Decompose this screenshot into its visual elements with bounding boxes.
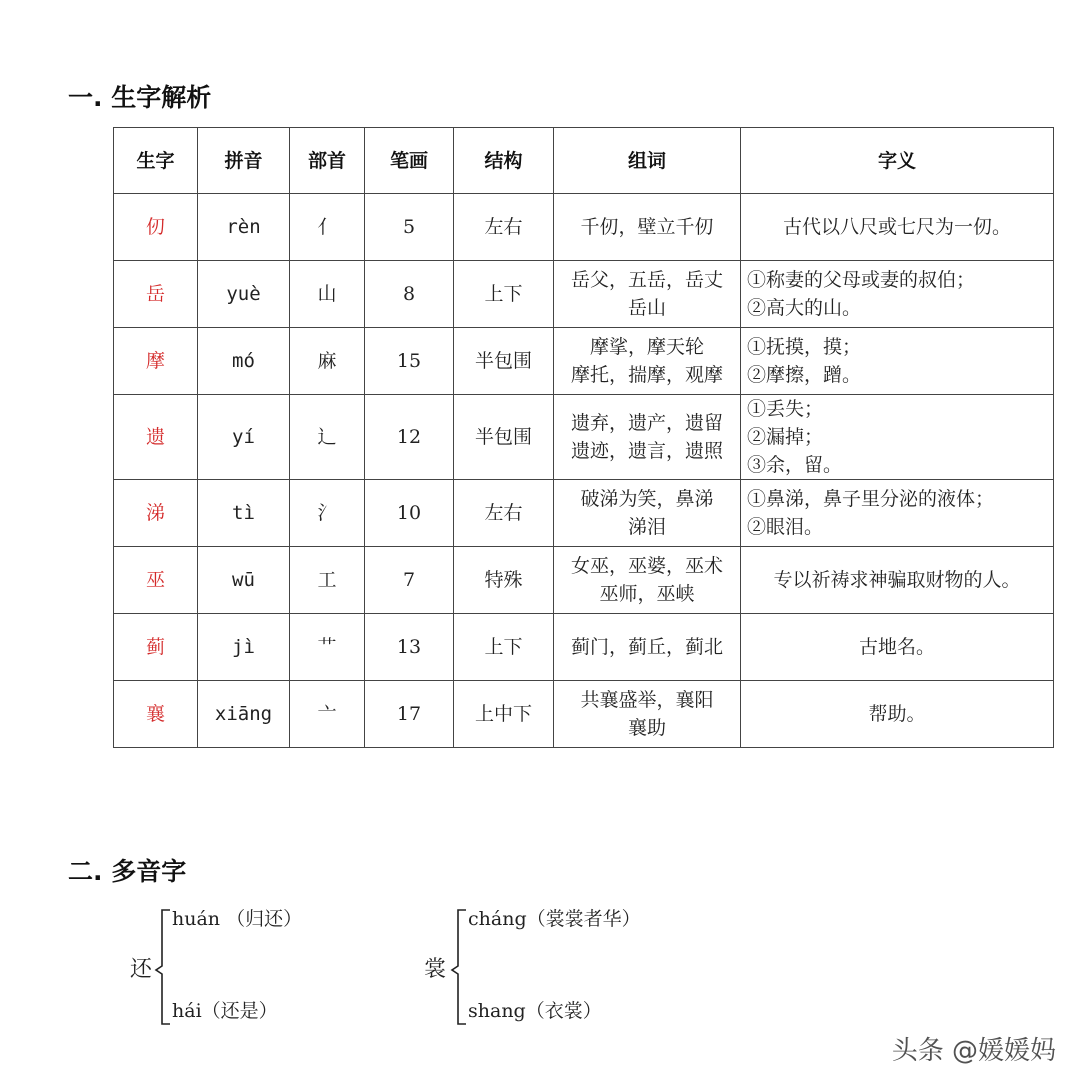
words-line: 女巫，巫婆，巫术 <box>570 555 723 577</box>
cell-char: 涕 <box>114 480 198 547</box>
meaning-line: 专以祈祷求神骗取财物的人。 <box>773 569 1021 591</box>
cell-strokes: 8 <box>365 261 454 328</box>
table-row <box>114 395 1054 480</box>
cell-words <box>554 547 741 614</box>
cell-meaning <box>741 261 1054 328</box>
section-title-polyphones: 二. 多音字 <box>68 857 187 886</box>
cell-strokes: 15 <box>365 328 454 395</box>
cell-words <box>554 614 741 681</box>
meaning-line: 古代以八尺或七尺为一仞。 <box>782 216 1011 238</box>
cell-strokes: 17 <box>365 681 454 748</box>
cell-words <box>554 261 741 328</box>
cell-words <box>554 328 741 395</box>
cell-structure: 左右 <box>454 194 554 261</box>
cell-structure: 上中下 <box>454 681 554 748</box>
cell-char: 摩 <box>114 328 198 395</box>
table-header-cell: 组词 <box>554 128 741 194</box>
cell-radical: 亻 <box>290 194 365 261</box>
words-line: 摩挲，摩天轮 <box>589 336 704 358</box>
cell-radical: 氵 <box>290 480 365 547</box>
table-row <box>114 614 1054 681</box>
meaning-line: 帮助。 <box>868 703 926 725</box>
cell-pinyin: yuè <box>198 261 290 328</box>
cell-char: 襄 <box>114 681 198 748</box>
table-header-cell: 笔画 <box>365 128 454 194</box>
polyphone-char: 还 <box>130 957 153 982</box>
meaning-line: ③余，留。 <box>747 454 843 476</box>
words-line: 蓟门，蓟丘，蓟北 <box>570 636 723 658</box>
words-line: 遗迹，遗言，遗照 <box>570 440 723 462</box>
cell-meaning <box>741 328 1054 395</box>
cell-radical: 辶 <box>290 395 365 480</box>
cell-char: 巫 <box>114 547 198 614</box>
cell-char: 仞 <box>114 194 198 261</box>
table-row <box>114 547 1054 614</box>
cell-words <box>554 480 741 547</box>
cell-char: 岳 <box>114 261 198 328</box>
table-header-row <box>114 128 1054 194</box>
table-row <box>114 480 1054 547</box>
words-line: 巫师，巫峡 <box>599 583 695 605</box>
cell-pinyin: mó <box>198 328 290 395</box>
table-row <box>114 328 1054 395</box>
table-header-cell: 部首 <box>290 128 365 194</box>
cell-strokes: 10 <box>365 480 454 547</box>
polyphone-group <box>128 900 388 1030</box>
words-line: 岳父，五岳，岳丈 <box>570 269 723 291</box>
table-header-cell: 拼音 <box>198 128 290 194</box>
meaning-line: ①鼻涕，鼻子里分泌的液体； <box>747 488 995 510</box>
cell-structure: 半包围 <box>454 328 554 395</box>
meaning-line: ①称妻的父母或妻的叔伯； <box>747 269 976 291</box>
polyphone-reading-top: cháng（裳裳者华） <box>468 908 641 930</box>
words-line: 遗弃，遗产，遗留 <box>570 412 723 434</box>
table-row <box>114 194 1054 261</box>
cell-structure: 左右 <box>454 480 554 547</box>
cell-strokes: 5 <box>365 194 454 261</box>
meaning-line: ①丢失； <box>747 398 824 420</box>
words-line: 涕泪 <box>627 516 666 538</box>
cell-words <box>554 395 741 480</box>
cell-meaning <box>741 681 1054 748</box>
cell-strokes: 13 <box>365 614 454 681</box>
cell-strokes: 12 <box>365 395 454 480</box>
meaning-line: 古地名。 <box>858 636 935 658</box>
brace-icon <box>152 908 172 1026</box>
cell-char: 蓟 <box>114 614 198 681</box>
cell-pinyin: tì <box>198 480 290 547</box>
cell-meaning <box>741 395 1054 480</box>
cell-structure: 特殊 <box>454 547 554 614</box>
cell-radical: 亠 <box>290 681 365 748</box>
table-row <box>114 681 1054 748</box>
polyphone-reading-bottom: hái（还是） <box>172 1000 278 1022</box>
meaning-line: ②眼泪。 <box>747 516 824 538</box>
cell-char: 遗 <box>114 395 198 480</box>
cell-pinyin: rèn <box>198 194 290 261</box>
brace-icon <box>448 908 468 1026</box>
words-line: 摩托，揣摩，观摩 <box>570 364 723 386</box>
cell-pinyin: wū <box>198 547 290 614</box>
cell-pinyin: jì <box>198 614 290 681</box>
cell-meaning <box>741 614 1054 681</box>
meaning-line: ②漏掉； <box>747 426 824 448</box>
cell-strokes: 7 <box>365 547 454 614</box>
character-table <box>113 127 1054 748</box>
cell-structure: 上下 <box>454 261 554 328</box>
polyphone-char: 裳 <box>424 957 447 982</box>
words-line: 千仞，壁立千仞 <box>580 216 714 238</box>
cell-structure: 上下 <box>454 614 554 681</box>
table-header-cell: 字义 <box>741 128 1054 194</box>
table-header-cell: 生字 <box>114 128 198 194</box>
cell-words <box>554 681 741 748</box>
cell-pinyin: yí <box>198 395 290 480</box>
cell-meaning <box>741 480 1054 547</box>
watermark: 头条 @媛媛妈 <box>891 1036 1056 1066</box>
meaning-line: ②高大的山。 <box>747 297 862 319</box>
words-line: 破涕为笑，鼻涕 <box>580 488 714 510</box>
cell-meaning <box>741 547 1054 614</box>
cell-meaning <box>741 194 1054 261</box>
meaning-line: ②摩擦，蹭。 <box>747 364 862 386</box>
polyphone-reading-top: huán （归还） <box>172 908 303 930</box>
words-line: 襄助 <box>627 717 666 739</box>
cell-structure: 半包围 <box>454 395 554 480</box>
polyphone-reading-bottom: shang（衣裳） <box>468 1000 602 1022</box>
section-title-characters: 一. 生字解析 <box>68 83 212 112</box>
cell-words <box>554 194 741 261</box>
cell-radical: 山 <box>290 261 365 328</box>
table-row <box>114 261 1054 328</box>
cell-radical: 工 <box>290 547 365 614</box>
meaning-line: ①抚摸，摸； <box>747 336 862 358</box>
cell-pinyin: xiāng <box>198 681 290 748</box>
table-header-cell: 结构 <box>454 128 554 194</box>
words-line: 共襄盛举，襄阳 <box>580 689 714 711</box>
cell-radical: 麻 <box>290 328 365 395</box>
words-line: 岳山 <box>627 297 666 319</box>
cell-radical: 艹 <box>290 614 365 681</box>
polyphone-group <box>422 900 722 1030</box>
